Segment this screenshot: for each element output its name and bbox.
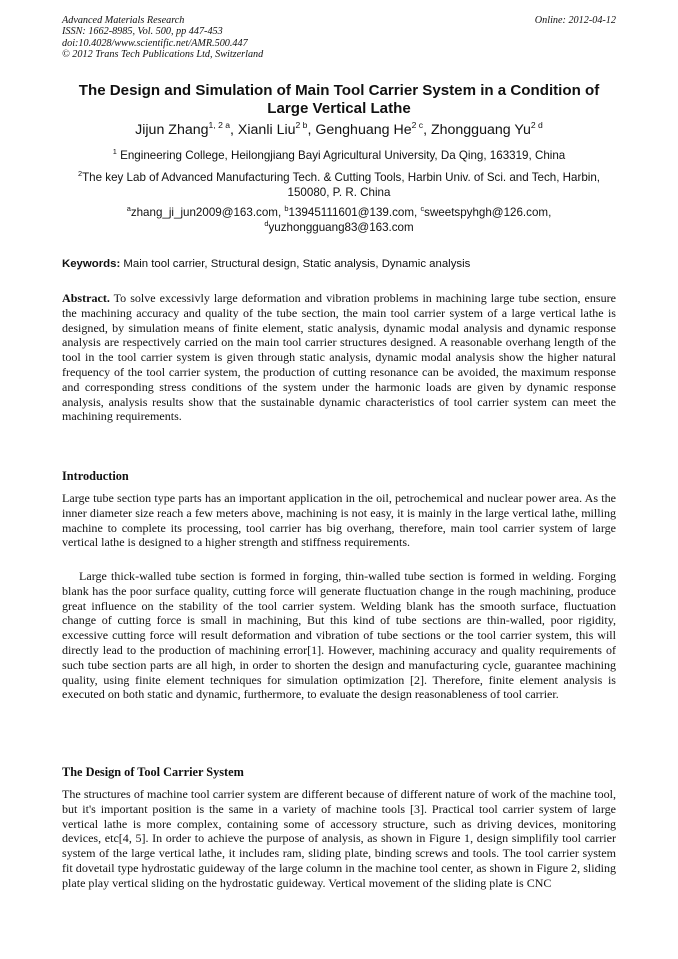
keywords [62, 257, 616, 271]
abstract-label: Abstract. [62, 291, 110, 305]
introduction-paragraph-1: Large tube section type parts has an important application in the oil, petrochemical and nuclear power area. As the inner diameter size reach a few meters above, machining is not easy, it is mainly in the large vertical lathe, milling machine to complete its processing, tool carrier has big overhang, therefore, main tool carrier system of large vertical lathe is designed to a higher strength and stiffness requirements. [62, 491, 616, 550]
section-heading-design: The Design of Tool Carrier System [62, 765, 244, 779]
email-link[interactable]: sweetspyhgh@126.com [424, 206, 549, 219]
affiliation-text: Engineering College, Heilongjiang Bayi Agricultural University, Da Qing, 163319, China [120, 149, 566, 162]
design-paragraph-1: The structures of machine tool carrier system are different because of different nature of work of the machine tool, but it's important position is the same in a variety of machine tools [3]. Practical tool carrier system of large vertical lathe is more complex, containing some of accessory structure, such as driving devices, monitoring devices, etc[4, 5]. In order to achieve the purpose of analysis, as shown in Figure 1, design simplifily tool carrier system of the large vertical lathe, it includes ram, sliding plate, binding screws and tools. The tool carrier system fit dovetail type hydrostatic guideway of the large column in the machine tool center, as shown in Figure 2, sliding plate play vertical sliding on the hydrostatic guideway. Vertical movement of the sliding plate is CNC [62, 787, 616, 890]
author-name: Genghuang He [315, 122, 412, 138]
author-name: Zhongguang Yu [430, 122, 531, 138]
online-date: Online: 2012-04-12 [534, 15, 616, 26]
author-list: Jijun Zhang$^{1, 2 a}$, Xianli Liu$^{2 b}$, Genghuang $He^{2 c}$, Zhongguang $Yu^{2 d}$ [135, 120, 543, 138]
copyright-line: © 2012 Trans Tech Publications Ltd, Switzerland [62, 49, 264, 61]
issn-line: ISSN: 1662-8985, Vol. 500, pp 447-453 [62, 26, 223, 38]
affiliation-sup: 2 [77, 169, 83, 178]
paper-title: The Design and Simulation of Main Tool Carrier System in a Condition of Large Vertical Lathe [78, 82, 600, 117]
email-sup: a [126, 204, 131, 213]
abstract [62, 291, 616, 424]
author-name: Jijun Zhang [135, 122, 209, 138]
affiliation-2 [62, 170, 616, 200]
author-sup: 2 d [530, 120, 543, 130]
email-sup: d [264, 219, 269, 229]
journal-header [62, 15, 616, 61]
introduction-paragraph-2: Large thick-walled tube section is formed in forging, thin-walled tube section is formed in welding. Forging blank has the poor surface quality, cutting force will generate fluctuation change in the rough machining, produce great influence on the stability of the tool carrier system. Welding blank has the smooth surface, fluctuation change of cutting force is small in machining, But this kind of tube sections are thin-walled, poor rigidity, excessive cutting force will result deformation and vibration of tube sections or the tool carrier system, this will directly lead to the production of machining error[1]. However, machining accuracy and quality requirements of such tube section parts are all high, in order to shorten the design and manufacturing cycle, guarantee machining quality, using finite element techniques for simulation optimization [2]. Therefore, finite element analysis is executed on both static and dynamic, furthermore, to evaluate the design reasonableness of tool carrier. [62, 569, 616, 702]
email-list: $^a$zhang_ji_jun2009@163.com, $^b$13945111601@139.com, $^c$sweetspyhgh@126.com, $^d$yuzhongguang83@163.com [126, 204, 552, 235]
author-sup: 1, 2 a [208, 120, 231, 130]
email-link[interactable]: zhang_ji_jun2009@163.com [130, 206, 278, 219]
abstract-text: To solve excessivly large deformation and vibration problems in machining large tube section, ensure the machining accuracy and quality of the tube section, the main tool carrier system of a large vertical lathe is designed, by simulation means of finite element, static analysis, dynamic modal analysis and dynamic response analysis are respectively carried on the main tool carrier structures designed. A reasonable overhang length of the tool in the tool carrier system is given through static analysis, dynamic modal analysis show the higher natural frequency of the tool carrier system, the production of cutting resonance can be avoided, the maximum response and corresponding stress conditions of the system under the harmonic loads are given by dynamic response analysis, analysis results show that the sustainable dynamic characteristics of tool carrier system can meet the machining requirements. [62, 291, 616, 424]
keywords-text: Main tool carrier, Structural design, Static analysis, Dynamic analysis [123, 258, 471, 270]
email-sup: c [420, 204, 425, 213]
author-sup: 2 b [295, 120, 308, 130]
keywords-label: Keywords: [62, 258, 121, 270]
section-heading-introduction: Introduction [62, 469, 129, 483]
email-link[interactable]: yuzhongguang83@163.com [268, 221, 414, 235]
doi-line: doi:10.4028/www.scientific.net/AMR.500.447 [62, 37, 248, 49]
email-link[interactable]: 13945111601@139.com [288, 206, 414, 219]
author-sup: 2 c [411, 120, 424, 130]
affiliation-text: The key Lab of Advanced Manufacturing Tech. & Cutting Tools, Harbin Univ. of Sci. and Tech, Harbin, 150080, P. R. China [82, 171, 601, 200]
email-sup: b [284, 204, 289, 213]
affiliation-1 [62, 148, 616, 163]
author-name: Xianli Liu [237, 122, 296, 138]
affiliation-sup: 1 [112, 147, 117, 156]
journal-name: Advanced Materials Research [62, 15, 185, 26]
